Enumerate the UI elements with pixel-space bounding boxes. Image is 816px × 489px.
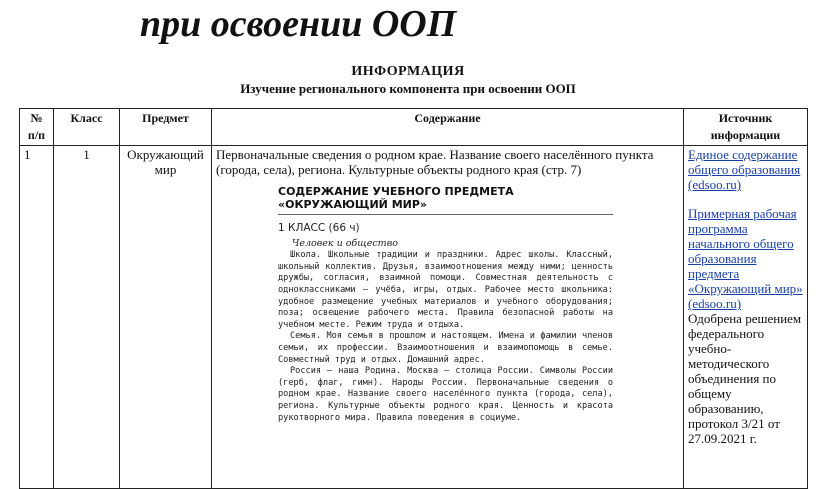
header-source: Источник информации [684,109,808,146]
header-subject: Предмет [120,109,212,146]
table-row [20,146,808,489]
excerpt-paragraph-family: Семья. Моя семья в прошлом и настоящем. Имена и фамилии членов семьи, их профессии. Взаимоотношения и взаимопомощь в семье. Совместный труд и отдых. Домашний адрес. [278,331,613,365]
document-heading: ИНФОРМАЦИЯ [351,64,465,79]
cell-subject: Окружающий мир [120,146,212,489]
header-class: Класс [54,109,120,146]
excerpt-title-line1: СОДЕРЖАНИЕ УЧЕБНОГО ПРЕДМЕТА [278,185,514,198]
excerpt-divider [278,214,613,215]
excerpt-title-line2: «ОКРУЖАЮЩИЙ МИР» [278,198,428,211]
cell-num: 1 [20,146,54,489]
excerpt-paragraph-school: Школа. Школьные традиции и праздники. Адрес школы. Классный, школьный коллектив. Друзья, взаимоотношения между ними; ценность дружбы, согласия, взаимной помощи. Совместная деятельность с одноклассниками — учёба, игры, отдых. Рабочее место школьника: удобное размещение учебных материалов и учебного оборудования; поза; освещение рабочего места. Правила безопасной работы на учебном месте. Режим труда и отдыха. [278,250,613,330]
document-subheading: Изучение регионального компонента при освоении ООП [240,81,576,96]
excerpt-grade: 1 КЛАСС (66 ч) [278,222,360,234]
table-header-row [20,109,808,146]
source-approval-note: Одобрена решением федерального учебно-методического объединения по общему образованию, протокол 3/21 от 27.09.2021 г. [688,311,802,446]
header-content: Содержание [212,109,684,146]
slide-title: при освоении ООП [140,3,457,45]
excerpt-section-title: Человек и общество [292,237,398,249]
cell-source [684,146,808,489]
program-excerpt [278,185,613,424]
cell-class: 1 [54,146,120,489]
header-num: № п/п [20,109,54,146]
info-table [19,108,808,489]
cell-content [212,146,684,489]
excerpt-paragraph-russia: Россия — наша Родина. Москва — столица России. Символы России (герб, флаг, гимн). Народы России. Первоначальные сведения о родном крае. Название своего населённого пункта (города, села), региона. Культурные объекты родного края. Ценность и красота рукотворного мира. Правила поведения в социуме. [278,366,613,423]
content-text: Первоначальные сведения о родном крае. Название своего населённого пункта (города, села), региона. Культурные объекты родного края (стр. 7) [216,147,654,177]
source-link-work-program[interactable]: Примерная рабочая программа начального общего образования предмета «Окружающий мир» (edsoo.ru) [688,206,803,311]
source-link-edsoo-content[interactable]: Единое содержание общего образования (edsoo.ru) [688,147,801,192]
source-spacer [688,192,803,206]
